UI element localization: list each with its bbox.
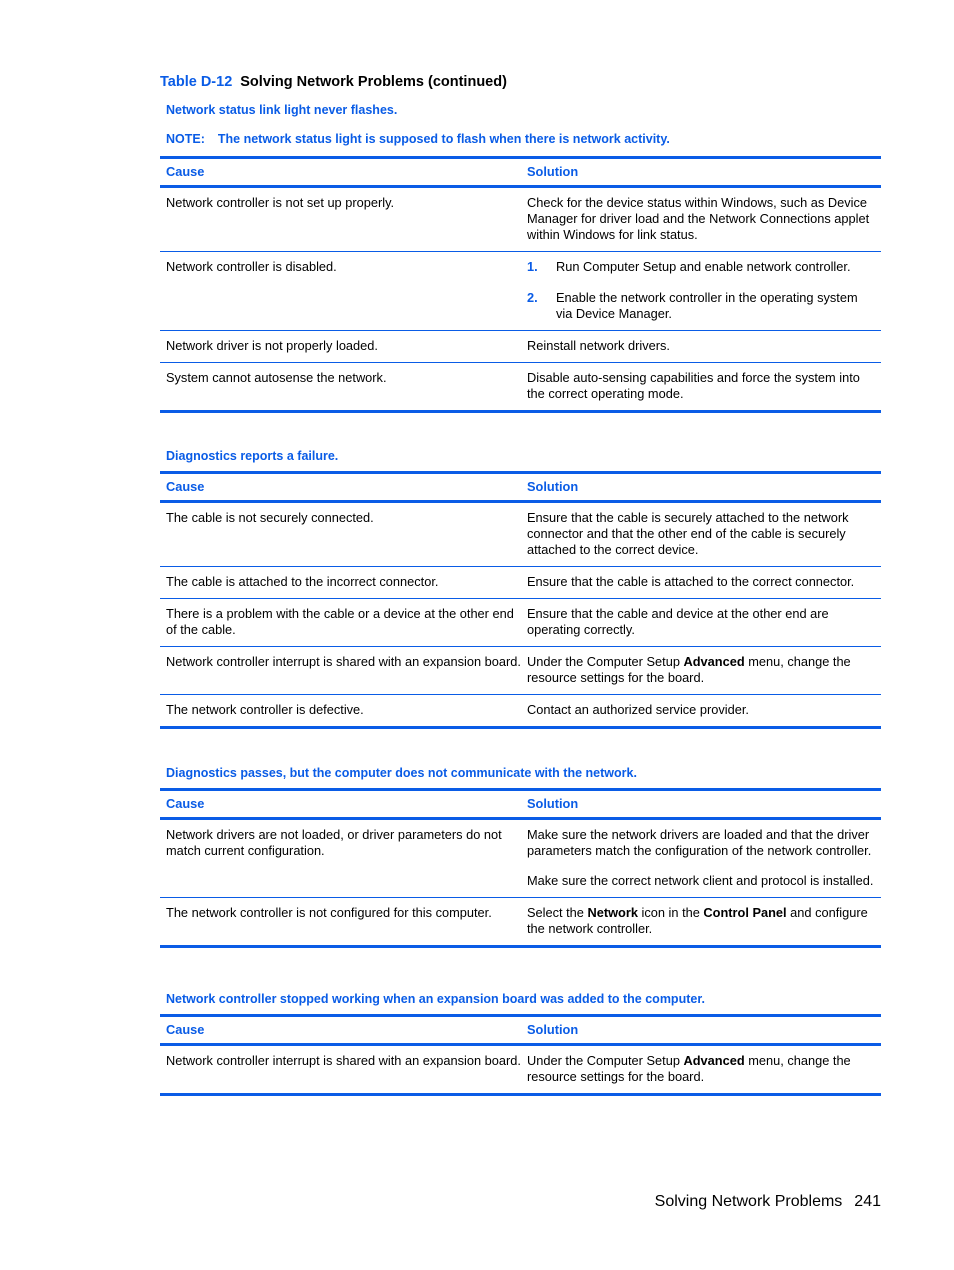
solution-cell: Check for the device status within Windows, such as Device Manager for driver load and the Network Connections applet within Windows for link status. (527, 195, 870, 242)
note (166, 132, 670, 146)
table-row (160, 695, 881, 729)
column-header-cause: Cause (166, 479, 205, 494)
table-header (160, 788, 881, 820)
cause-cell: Network controller interrupt is shared with an expansion board. (166, 654, 521, 669)
solution-cell (521, 1046, 881, 1093)
solution-cell (521, 898, 881, 945)
cause-cell: Network drivers are not loaded, or driver parameters do not match current configuration. (166, 827, 502, 858)
troubleshooting-table (160, 1014, 881, 1096)
cause-cell: The network controller is defective. (166, 702, 364, 717)
menu-name-advanced: Advanced (683, 1053, 745, 1068)
column-header-solution: Solution (527, 796, 579, 811)
table-row (160, 599, 881, 647)
table-row (160, 188, 881, 252)
table-number: Table D-12 (160, 74, 233, 90)
solution-cell: Reinstall network drivers. (527, 338, 670, 353)
solution-text: Under the Computer Setup (527, 654, 684, 669)
solution-text: Select the (527, 905, 588, 920)
troubleshooting-table (160, 471, 881, 729)
section-heading: Diagnostics passes, but the computer does not communicate with the network. (166, 766, 637, 780)
cause-cell: The cable is not securely connected. (166, 510, 374, 525)
section-heading: Network controller stopped working when an expansion board was added to the computer. (166, 992, 705, 1006)
solution-text: and configure the network controller. (527, 905, 868, 936)
table-row (160, 1046, 881, 1096)
column-header-cause: Cause (166, 796, 205, 811)
solution-step (527, 259, 875, 275)
section-heading: Network status link light never flashes. (166, 103, 398, 117)
table-caption (160, 74, 507, 90)
menu-name-advanced: Advanced (683, 654, 745, 669)
solution-cell: Ensure that the cable is securely attached to the network connector and that the other end of the cable is securely attached to the correct device. (527, 510, 849, 557)
note-text: The network status light is supposed to flash when there is network activity. (217, 132, 670, 146)
table-header (160, 1014, 881, 1046)
cause-cell: Network controller interrupt is shared with an expansion board. (166, 1053, 521, 1068)
table-row (160, 898, 881, 948)
table-row (160, 820, 881, 898)
step-text: Enable the network controller in the operating system via Device Manager. (556, 290, 858, 321)
solution-cell (521, 252, 881, 330)
step-text: Run Computer Setup and enable network controller. (556, 259, 851, 274)
solution-cell (521, 820, 881, 897)
table-row (160, 331, 881, 363)
cause-cell: The cable is attached to the incorrect connector. (166, 574, 439, 589)
cause-cell: System cannot autosense the network. (166, 370, 387, 385)
cause-cell: Network driver is not properly loaded. (166, 338, 378, 353)
column-header-cause: Cause (166, 164, 205, 179)
column-header-solution: Solution (527, 164, 579, 179)
solution-paragraph: Make sure the network drivers are loaded and that the driver parameters match the configuration of the network controller. (527, 827, 872, 858)
table-row (160, 647, 881, 695)
solution-cell: Disable auto-sensing capabilities and force the system into the correct operating mode. (527, 370, 860, 401)
solution-text: menu, change the resource settings for the board. (527, 654, 851, 685)
page-footer (655, 1193, 881, 1211)
solution-cell: Contact an authorized service provider. (527, 702, 749, 717)
cause-cell: Network controller is not set up properly. (166, 195, 395, 210)
section-heading: Diagnostics reports a failure. (166, 449, 339, 463)
table-row (160, 363, 881, 413)
column-header-solution: Solution (527, 1022, 579, 1037)
footer-section-title: Solving Network Problems (654, 1193, 843, 1210)
control-panel-name: Control Panel (703, 905, 787, 920)
solution-paragraph: Make sure the correct network client and protocol is installed. (527, 873, 874, 888)
solution-cell (521, 647, 881, 694)
cause-cell: There is a problem with the cable or a device at the other end of the cable. (166, 606, 514, 637)
table-row (160, 252, 881, 331)
icon-name-network: Network (587, 905, 638, 920)
solution-text: icon in the (637, 905, 704, 920)
solution-cell: Ensure that the cable is attached to the correct connector. (527, 574, 855, 589)
step-number: 2. (527, 290, 538, 305)
table-header (160, 156, 881, 188)
solution-cell: Ensure that the cable and device at the other end are operating correctly. (527, 606, 829, 637)
page-number: 241 (854, 1193, 881, 1210)
solution-text: menu, change the resource settings for the board. (527, 1053, 851, 1084)
table-header (160, 471, 881, 503)
table-row (160, 567, 881, 599)
solution-text: Under the Computer Setup (527, 1053, 684, 1068)
table-title: Solving Network Problems (continued) (240, 74, 507, 90)
cause-cell: Network controller is disabled. (166, 259, 337, 274)
cause-cell: The network controller is not configured for this computer. (166, 905, 492, 920)
table-row (160, 503, 881, 567)
solution-step (527, 290, 875, 322)
column-header-cause: Cause (166, 1022, 205, 1037)
column-header-solution: Solution (527, 479, 579, 494)
note-label: NOTE: (166, 132, 205, 146)
troubleshooting-table (160, 156, 881, 413)
troubleshooting-table (160, 788, 881, 948)
step-number: 1. (527, 259, 538, 274)
